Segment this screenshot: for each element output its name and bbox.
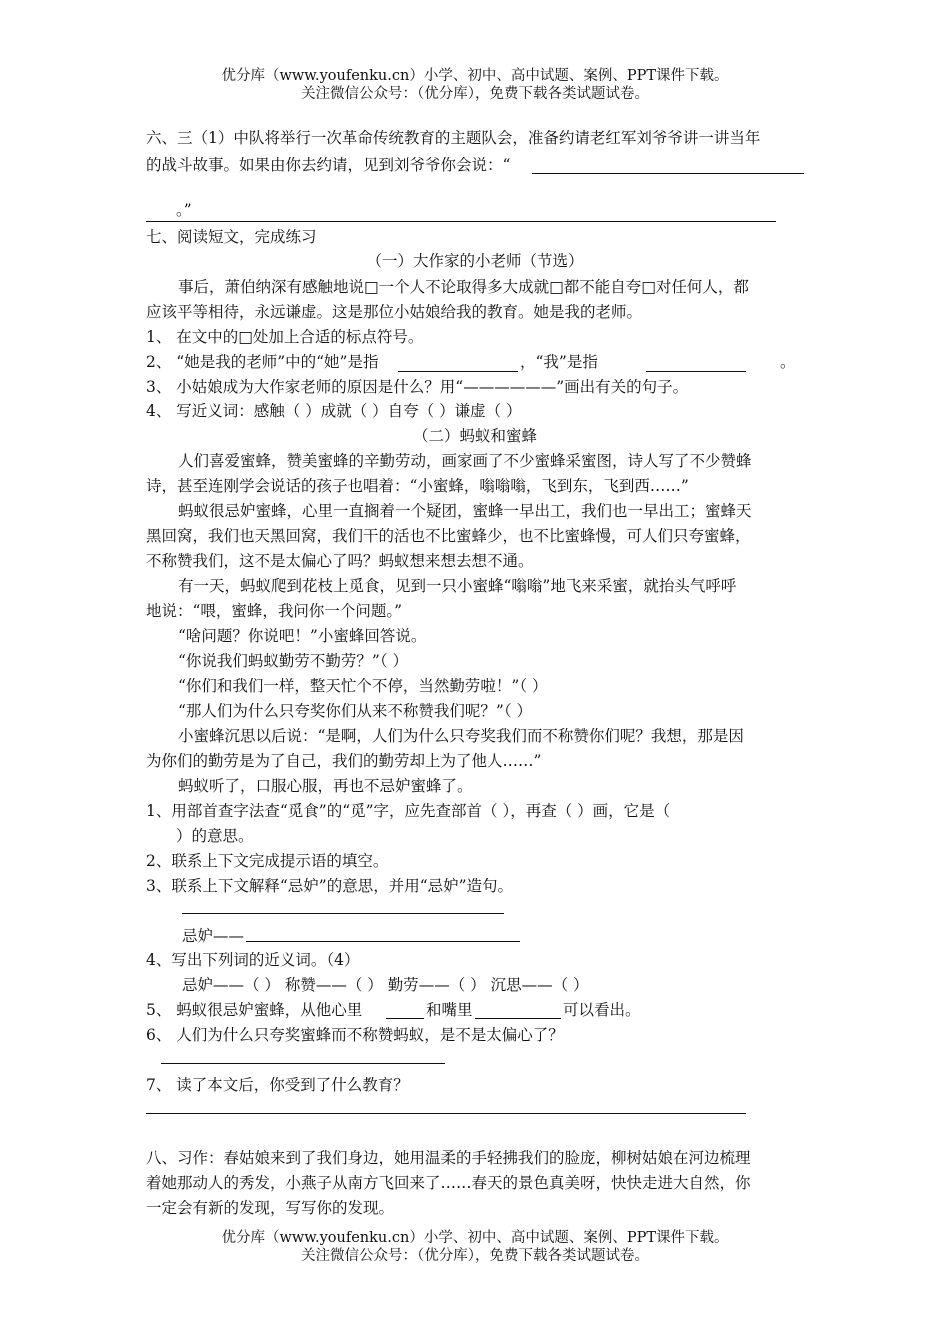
section6-line2: 的战斗故事。如果由你去约请，见到刘爷爷你会说：“ [146,156,511,174]
section6-answer-line1[interactable] [532,173,804,174]
section8-line2: 着她那动人的秀发，小燕子从南方飞回来了……春天的景色真美呀，快快走进大自然，你 [146,1174,751,1192]
passage2-line9: “你说我们蚂蚁勤劳不勤劳？”（ ） [178,652,409,670]
passage2-question-5a: 5、 蚂蚁很忌妒蜜蜂，从他心里 [146,1001,363,1019]
passage2-line14: 蚂蚁听了，口服心服，再也不忌妒蜜蜂了。 [178,777,473,795]
passage1-question-2a: 2、 “她是我的老师”中的“她”是指 [146,353,379,371]
section6-answer-line2[interactable] [146,221,776,222]
passage1-question-4: 4、 写近义词：感触（ ）成就（ ）自夸（ ）谦虚（ ） [146,402,522,420]
passage2-question-4: 4、写出下列词的近义词。（4） [146,951,360,969]
passage1-q2-blank2[interactable] [646,371,746,372]
passage2-question-3: 3、联系上下文解释“忌妒”的意思，并用“忌妒”造句。 [146,877,514,895]
passage2-line3: 蚂蚁很忌妒蜜蜂，心里一直搁着一个疑团，蜜蜂一早出工，我们也一早出工；蜜蜂天 [178,502,752,520]
section8-line1: 八、习作：春姑娘来到了我们身边，她用温柔的手轻拂我们的脸庞，柳树姑娘在河边梳理 [146,1149,751,1167]
section6-line3: 。” [176,201,192,219]
passage2-q3-answer-line1[interactable] [182,913,504,914]
passage1-q2-blank1[interactable] [398,371,518,372]
passage2-question-3b: 忌妒—— [182,927,245,945]
passage2-question-1b: ）的意思。 [176,827,254,845]
passage2-line2: 诗，甚至连刚学会说话的孩子也唱着：“小蜜蜂，嗡嗡嗡，飞到东，飞到西……” [146,477,689,495]
passage2-question-7: 7、 读了本文后，你受到了什么教育？ [146,1076,409,1094]
passage2-question-6: 6、 人们为什么只夸奖蜜蜂而不称赞蚂蚁，是不是太偏心了？ [146,1026,564,1044]
passage1-para-line1: 事后，萧伯纳深有感触地说□一个人不论取得多大成就□都不能自夸□对任何人，都 [178,278,749,296]
passage2-line7: 地说：“喂，蜜蜂，我问你一个问题。” [146,602,403,620]
passage1-question-3: 3、 小姑娘成为大作家老师的原因是什么？用“——————”画出有关的句子。 [146,378,689,396]
passage2-q5-blank1[interactable] [386,1018,424,1019]
passage2-line12: 小蜜蜂沉思以后说：“是啊，人们为什么只夸奖我们而不称赞你们呢？我想，那是因 [178,727,744,745]
page-header-line2: 关注微信公众号：（优分库），免费下载各类试题试卷。 [301,86,649,102]
passage1-question-1: 1、 在文中的□处加上合适的标点符号。 [146,328,424,346]
passage2-q5-blank2[interactable] [475,1018,561,1019]
section7-title: 七、阅读短文，完成练习 [146,228,317,246]
passage2-line6: 有一天，蚂蚁爬到花枝上觅食，见到一只小蜜蜂“嗡嗡”地飞来采蜜，就抬头气呼呼 [178,577,737,595]
passage1-title: （一）大作家的小老师（节选） [366,252,584,270]
passage2-q3-answer-line2[interactable] [246,941,520,942]
passage2-line4: 黑回窝，我们也天黑回窝，我们干的活也不比蜜蜂少，也不比蜜蜂慢，可人们只夸蜜蜂， [146,527,751,545]
passage1-para-line2: 应该平等相待，永远谦虚。这是那位小姑娘给我的教育。她是我的老师。 [146,303,643,321]
passage2-q6-answer-line[interactable] [161,1063,445,1064]
section6-line1: 六、三（1）中队将举行一次革命传统教育的主题队会，准备约请老红军刘爷爷讲一讲当年 [146,129,761,147]
passage2-line1: 人们喜爱蜜蜂，赞美蜜蜂的辛勤劳动，画家画了不少蜜蜂采蜜图，诗人写了不少赞蜂 [178,452,752,470]
section8-line3: 一定会有新的发现，写写你的发现。 [146,1199,395,1217]
passage2-question-5b: 和嘴里 [426,1001,473,1019]
passage2-question-5c: 可以看出。 [563,1001,641,1019]
page-footer-line2: 关注微信公众号：（优分库），免费下载各类试题试卷。 [301,1248,649,1264]
passage2-question-4b: 忌妒——（ ） 称赞——（ ） 勤劳——（ ） 沉思——（ ） [182,976,589,994]
passage2-question-1a: 1、用部首查字法查“觅食”的“觅”字，应先查部首（ ），再查（ ）画，它是（ [146,802,671,820]
passage2-question-2: 2、联系上下文完成提示语的填空。 [146,852,389,870]
passage2-line5: 不称赞我们，这不是太偏心了吗？蚂蚁想来想去想不通。 [146,552,534,570]
passage2-line13: 为你们的勤劳是为了自己，我们的勤劳却上为了他人……” [146,752,542,770]
passage2-line11: “那人们为什么只夸奖你们从来不称赞我们呢？”（ ） [178,702,533,720]
passage2-line10: “你们和我们一样，整天忙个不停，当然勤劳啦！”（ ） [178,677,548,695]
passage1-question-2c: 。 [780,353,796,371]
passage1-question-2b: ，“我”是指 [520,353,598,371]
page-footer-line1: 优分库（www.youfenku.cn）小学、初中、高中试题、案例、PPT课件下载。 [221,1230,729,1246]
passage2-line8: “啥问题？你说吧！”小蜜蜂回答说。 [178,627,427,645]
passage2-q7-answer-line[interactable] [146,1113,746,1114]
passage2-title: （二）蚂蚁和蜜蜂 [412,427,537,445]
page-header-line1: 优分库（www.youfenku.cn）小学、初中、高中试题、案例、PPT课件下载。 [221,68,729,84]
